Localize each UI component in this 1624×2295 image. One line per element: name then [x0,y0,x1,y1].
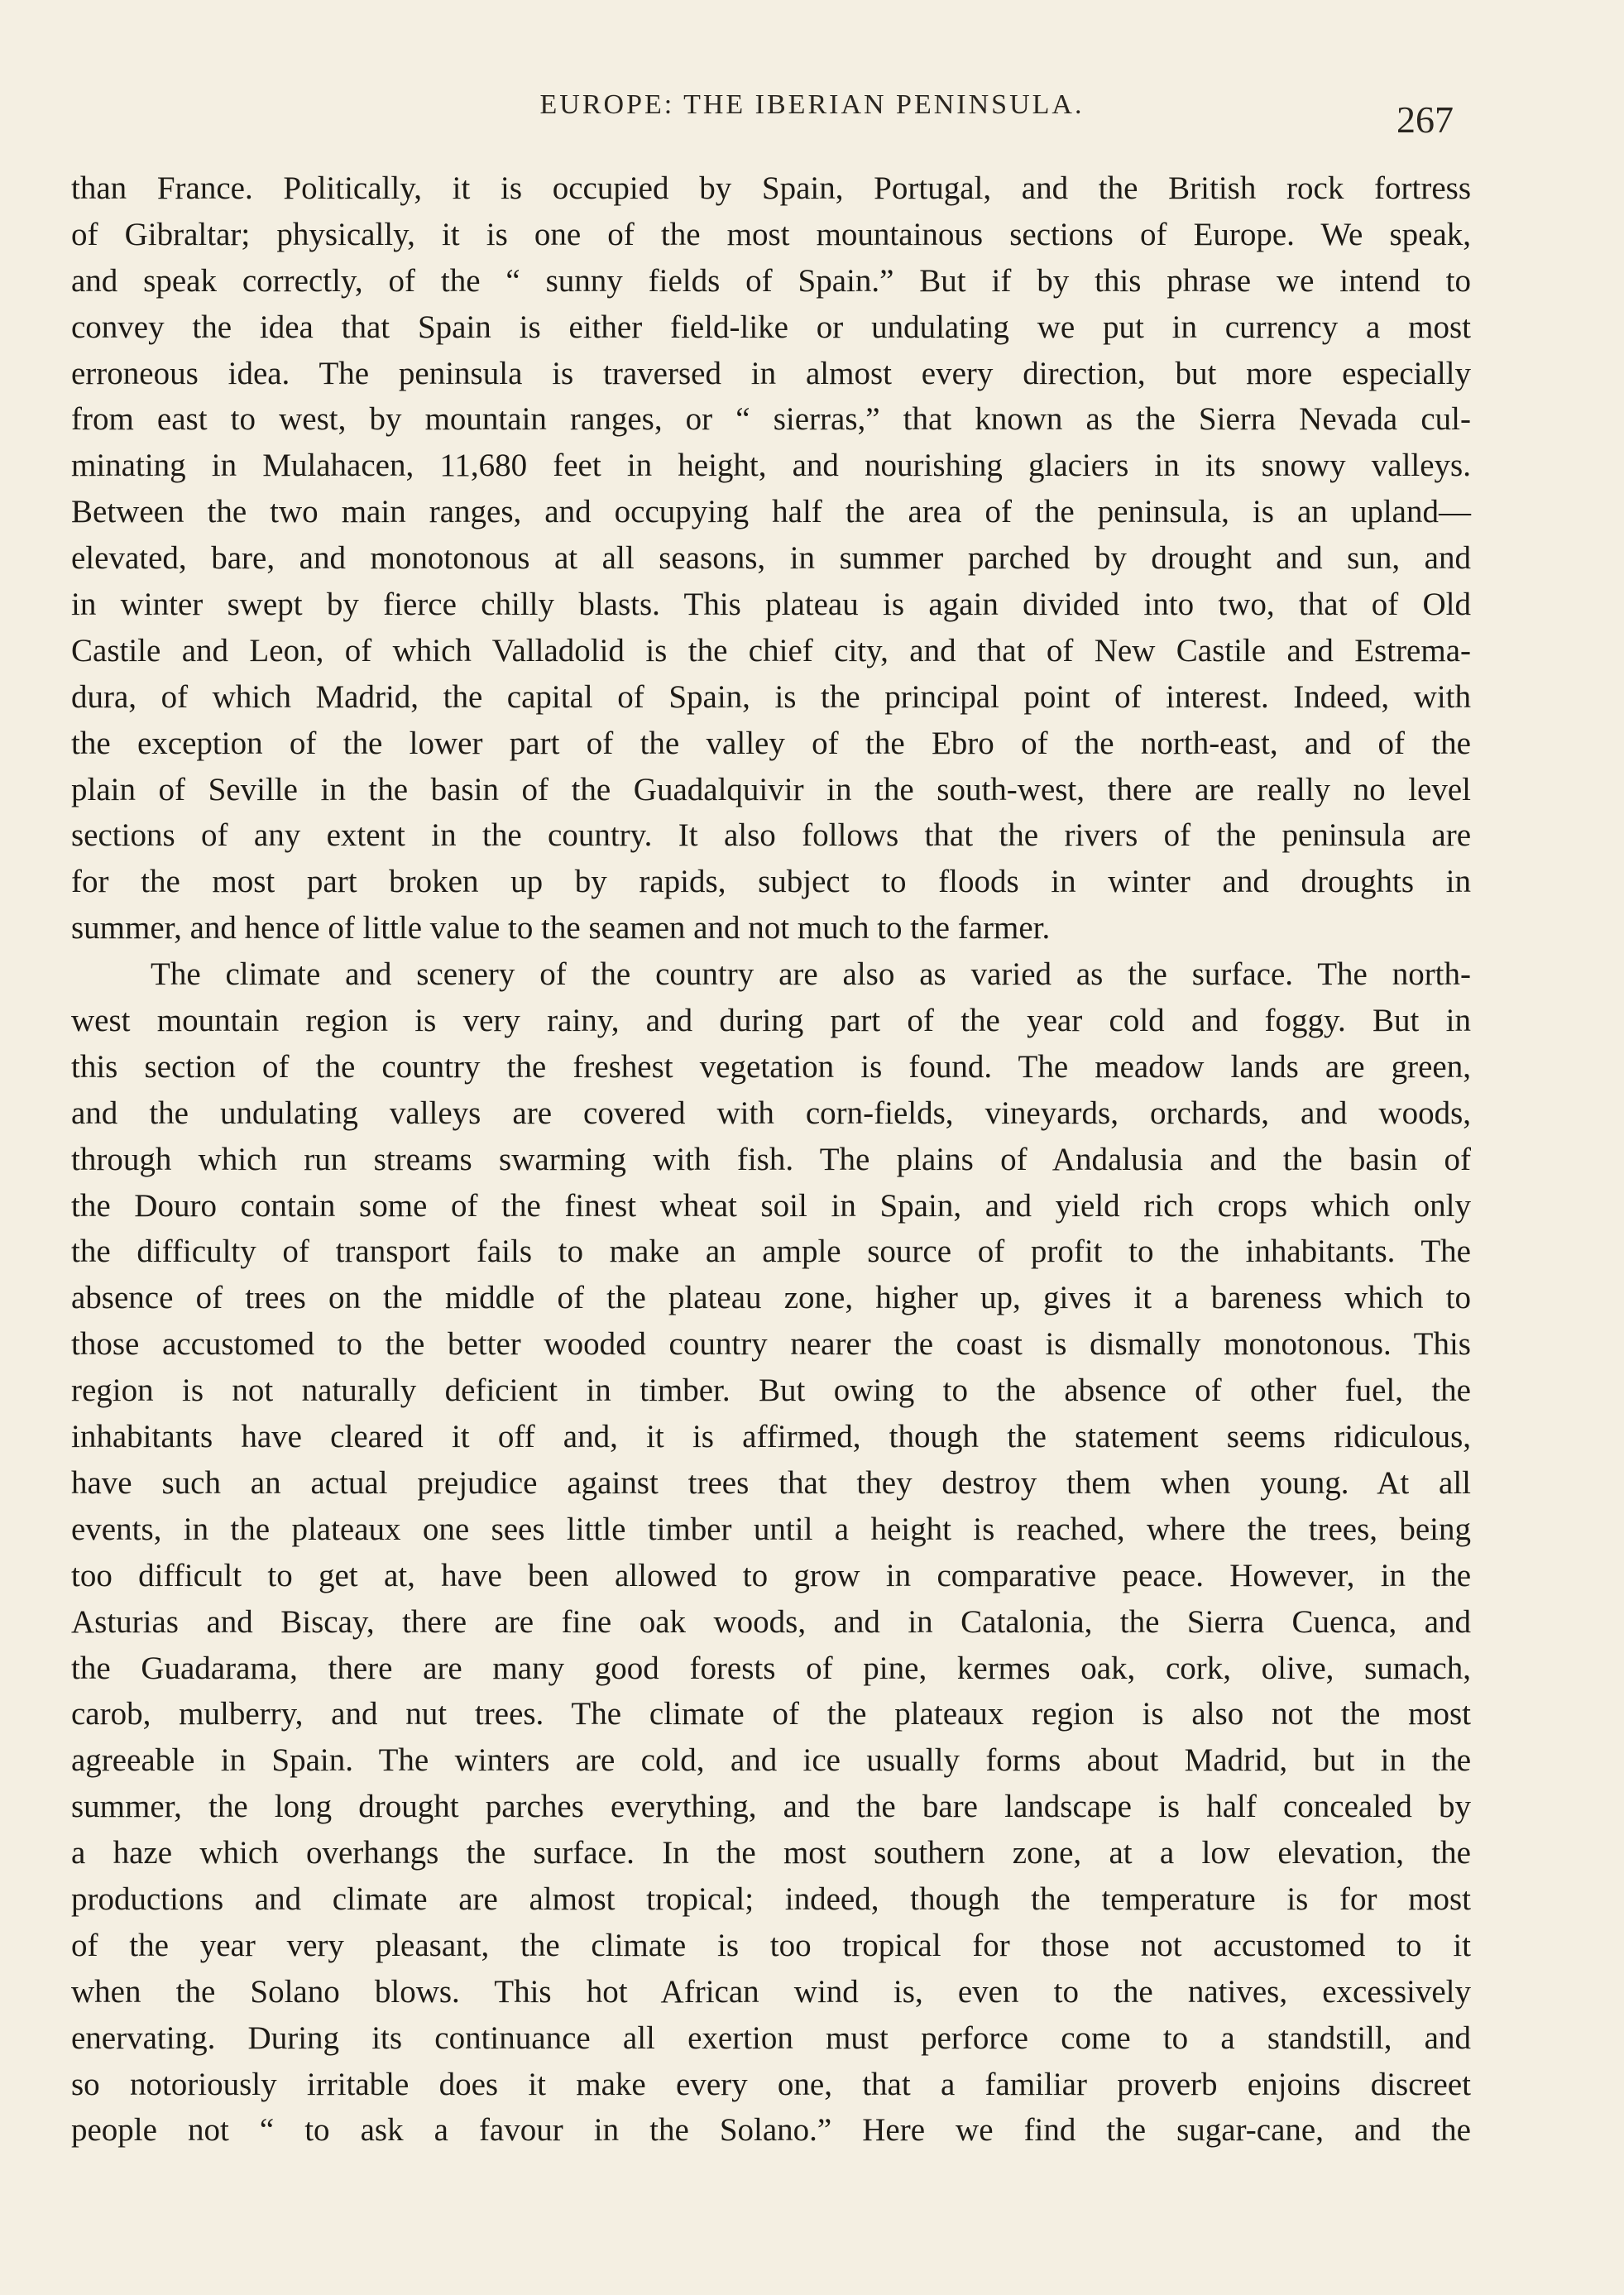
paragraph [71,165,1471,951]
text-line: absence of trees on the middle of the plateau zone, higher up, gives it a bareness which to [71,1280,1471,1316]
text-line: region is not naturally deficient in timber. But owing to the absence of other fuel, the [71,1373,1471,1409]
text-line: summer, the long drought parches everything, and the bare landscape is half concealed by [71,1789,1471,1825]
text-line: so notoriously irritable does it make every one, that a familiar proverb enjoins discreet [71,2066,1471,2102]
text-line: the Guadarama, there are many good forests of pine, kermes oak, cork, olive, sumach, [71,1650,1471,1686]
running-head: EUROPE: THE IBERIAN PENINSULA. [539,89,1085,120]
text-line: this section of the country the freshest vegetation is found. The meadow lands are green, [71,1048,1471,1085]
text-line: sections of any extent in the country. It also follows that the rivers of the peninsula are [71,817,1471,854]
text-line: The climate and scenery of the country are also as varied as the surface. The north- [151,956,1471,993]
text-line: and speak correctly, of the “ sunny fields of Spain.” But if by this phrase we intend to [71,262,1471,299]
text-line: dura, of which Madrid, the capital of Spain, is the principal point of interest. Indeed, with [71,678,1471,715]
text-line: have such an actual prejudice against trees that they destroy them when young. At all [71,1464,1471,1501]
text-line: through which run streams swarming with fish. The plains of Andalusia and the basin of [71,1141,1471,1177]
text-line: carob, mulberry, and nut trees. The climate of the plateaux region is also not the most [71,1696,1471,1732]
text-line: Between the two main ranges, and occupying half the area of the peninsula, is an upland— [71,494,1471,530]
text-line: Castile and Leon, of which Valladolid is the chief city, and that of New Castile and Estrema- [71,632,1471,668]
text-line: the difficulty of transport fails to make an ample source of profit to the inhabitants. The [71,1234,1471,1270]
text-line: for the most part broken up by rapids, subject to floods in winter and droughts in [71,864,1471,900]
text-line: plain of Seville in the basin of the Guadalquivir in the south-west, there are really no level [71,771,1471,807]
text-line: agreeable in Spain. The winters are cold, and ice usually forms about Madrid, but in the [71,1742,1471,1779]
text-line: minating in Mulahacen, 11,680 feet in height, and nourishing glaciers in its snowy valleys. [71,448,1471,484]
text-line: people not “ to ask a favour in the Solano.” Here we find the sugar-cane, and the [71,2112,1471,2149]
text-line: those accustomed to the better wooded country nearer the coast is dismally monotonous. This [71,1326,1471,1363]
text-line: convey the idea that Spain is either field-like or undulating we put in currency a most [71,309,1471,345]
text-line: the Douro contain some of the finest wheat soil in Spain, and yield rich crops which only [71,1187,1471,1224]
text-line: productions and climate are almost tropical; indeed, though the temperature is for most [71,1881,1471,1917]
text-line: in winter swept by fierce chilly blasts. This plateau is again divided into two, that of Old [71,587,1471,623]
text-line: inhabitants have cleared it off and, it is affirmed, though the statement seems ridiculous, [71,1419,1471,1455]
text-line: too difficult to get at, have been allowed to grow in comparative peace. However, in the [71,1557,1471,1593]
page-number: 267 [1396,98,1454,141]
text-line: the exception of the lower part of the valley of the Ebro of the north-east, and of the [71,725,1471,761]
text-line: from east to west, by mountain ranges, or “ sierras,” that known as the Sierra Nevada cul- [71,401,1471,438]
text-line: of Gibraltar; physically, it is one of the most mountainous sections of Europe. We speak, [71,216,1471,252]
body-text [71,165,1471,2154]
text-line: events, in the plateaux one sees little timber until a height is reached, where the trees, being [71,1511,1471,1547]
text-line: enervating. During its continuance all exertion must perforce come to a standstill, and [71,2020,1471,2056]
text-line: erroneous idea. The peninsula is traversed in almost every direction, but more especially [71,355,1471,391]
text-line: and the undulating valleys are covered with corn-fields, vineyards, orchards, and woods, [71,1095,1471,1131]
text-line: of the year very pleasant, the climate is too tropical for those not accustomed to it [71,1927,1471,1963]
text-line: summer, and hence of little value to the seamen and not much to the farmer. [71,910,1051,946]
text-line: than France. Politically, it is occupied by Spain, Portugal, and the British rock fortress [71,170,1471,206]
text-line: elevated, bare, and monotonous at all seasons, in summer parched by drought and sun, and [71,540,1471,577]
text-line: Asturias and Biscay, there are fine oak woods, and in Catalonia, the Sierra Cuenca, and [71,1603,1471,1640]
paragraph [71,951,1471,2154]
text-line: west mountain region is very rainy, and during part of the year cold and foggy. But in [71,1003,1471,1039]
text-line: when the Solano blows. This hot African wind is, even to the natives, excessively [71,1973,1471,2010]
text-line: a haze which overhangs the surface. In the most southern zone, at a low elevation, the [71,1835,1471,1871]
